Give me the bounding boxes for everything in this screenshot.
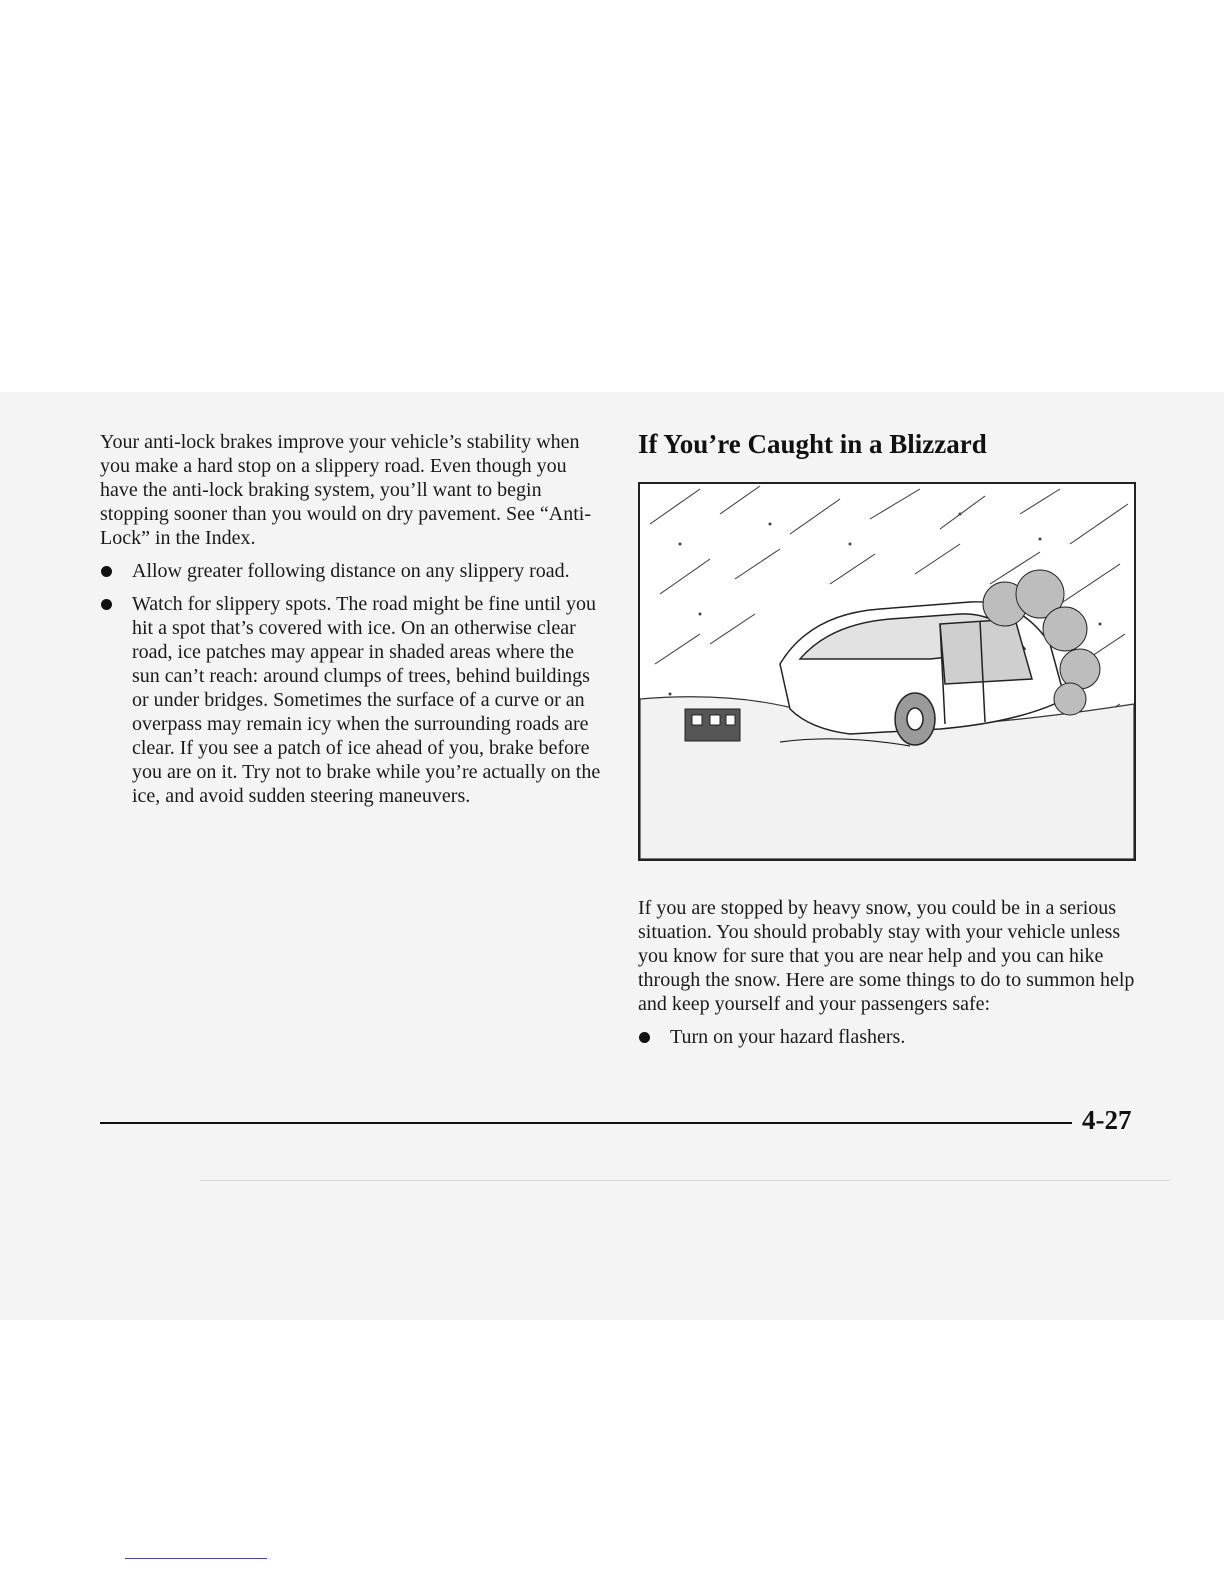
right-bullet-list: [638, 1025, 1138, 1049]
scan-line-divider: [200, 1180, 1170, 1181]
distant-house-icon: [685, 709, 740, 741]
left-column: [100, 430, 605, 808]
page-number: 4-27: [1082, 1105, 1132, 1135]
list-item: [100, 592, 605, 808]
bullet-text: Watch for slippery spots. The road might be fine until you hit a spot that’s covered with ice. On an otherwise clear road, ice patches may appear in shaded areas where the sun can’t reach: around clumps of trees, behind buildings or under bridges. Sometimes the surface of a curve or an overpass may remain icy when the surrounding roads are clear. If you see a patch of ice ahead of you, brake before you are on it. Try not to brake while you’re actually on the ice, and avoid sudden steering maneuvers.: [132, 593, 601, 807]
left-bullet-list: [100, 559, 605, 808]
section-title: If You’re Caught in a Blizzard: [638, 429, 987, 459]
list-item: [638, 1025, 1138, 1049]
wheel-icon: [895, 693, 935, 745]
intro-paragraph: Your anti-lock brakes improve your vehicle’s stability when you make a hard stop on a slippery road. Even though you have the anti-lock braking system, you’ll want to begin stopping sooner than you would on dry pavement. See “Anti-Lock” in the Index.: [100, 431, 592, 549]
bullet-text: Turn on your hazard flashers.: [670, 1026, 906, 1048]
bottom-mark-divider: [125, 1558, 267, 1559]
list-item: [100, 559, 605, 583]
right-column-text: [638, 896, 1138, 1049]
footer-rule: [100, 1122, 1072, 1124]
bullet-icon: [101, 566, 112, 577]
bullet-icon: [101, 599, 112, 610]
bullet-text: Allow greater following distance on any slippery road.: [132, 560, 570, 582]
bullet-icon: [639, 1032, 650, 1043]
blizzard-scene-icon: [640, 484, 1134, 859]
blizzard-paragraph: If you are stopped by heavy snow, you could be in a serious situation. You should probably stay with your vehicle unless you know for sure that you are near help and you can hike through the snow. Here are some things to do to summon help and keep yourself and your passengers safe:: [638, 897, 1135, 1015]
car-stuck-in-snow-illustration: [638, 482, 1136, 861]
right-column-header: [638, 428, 1138, 460]
